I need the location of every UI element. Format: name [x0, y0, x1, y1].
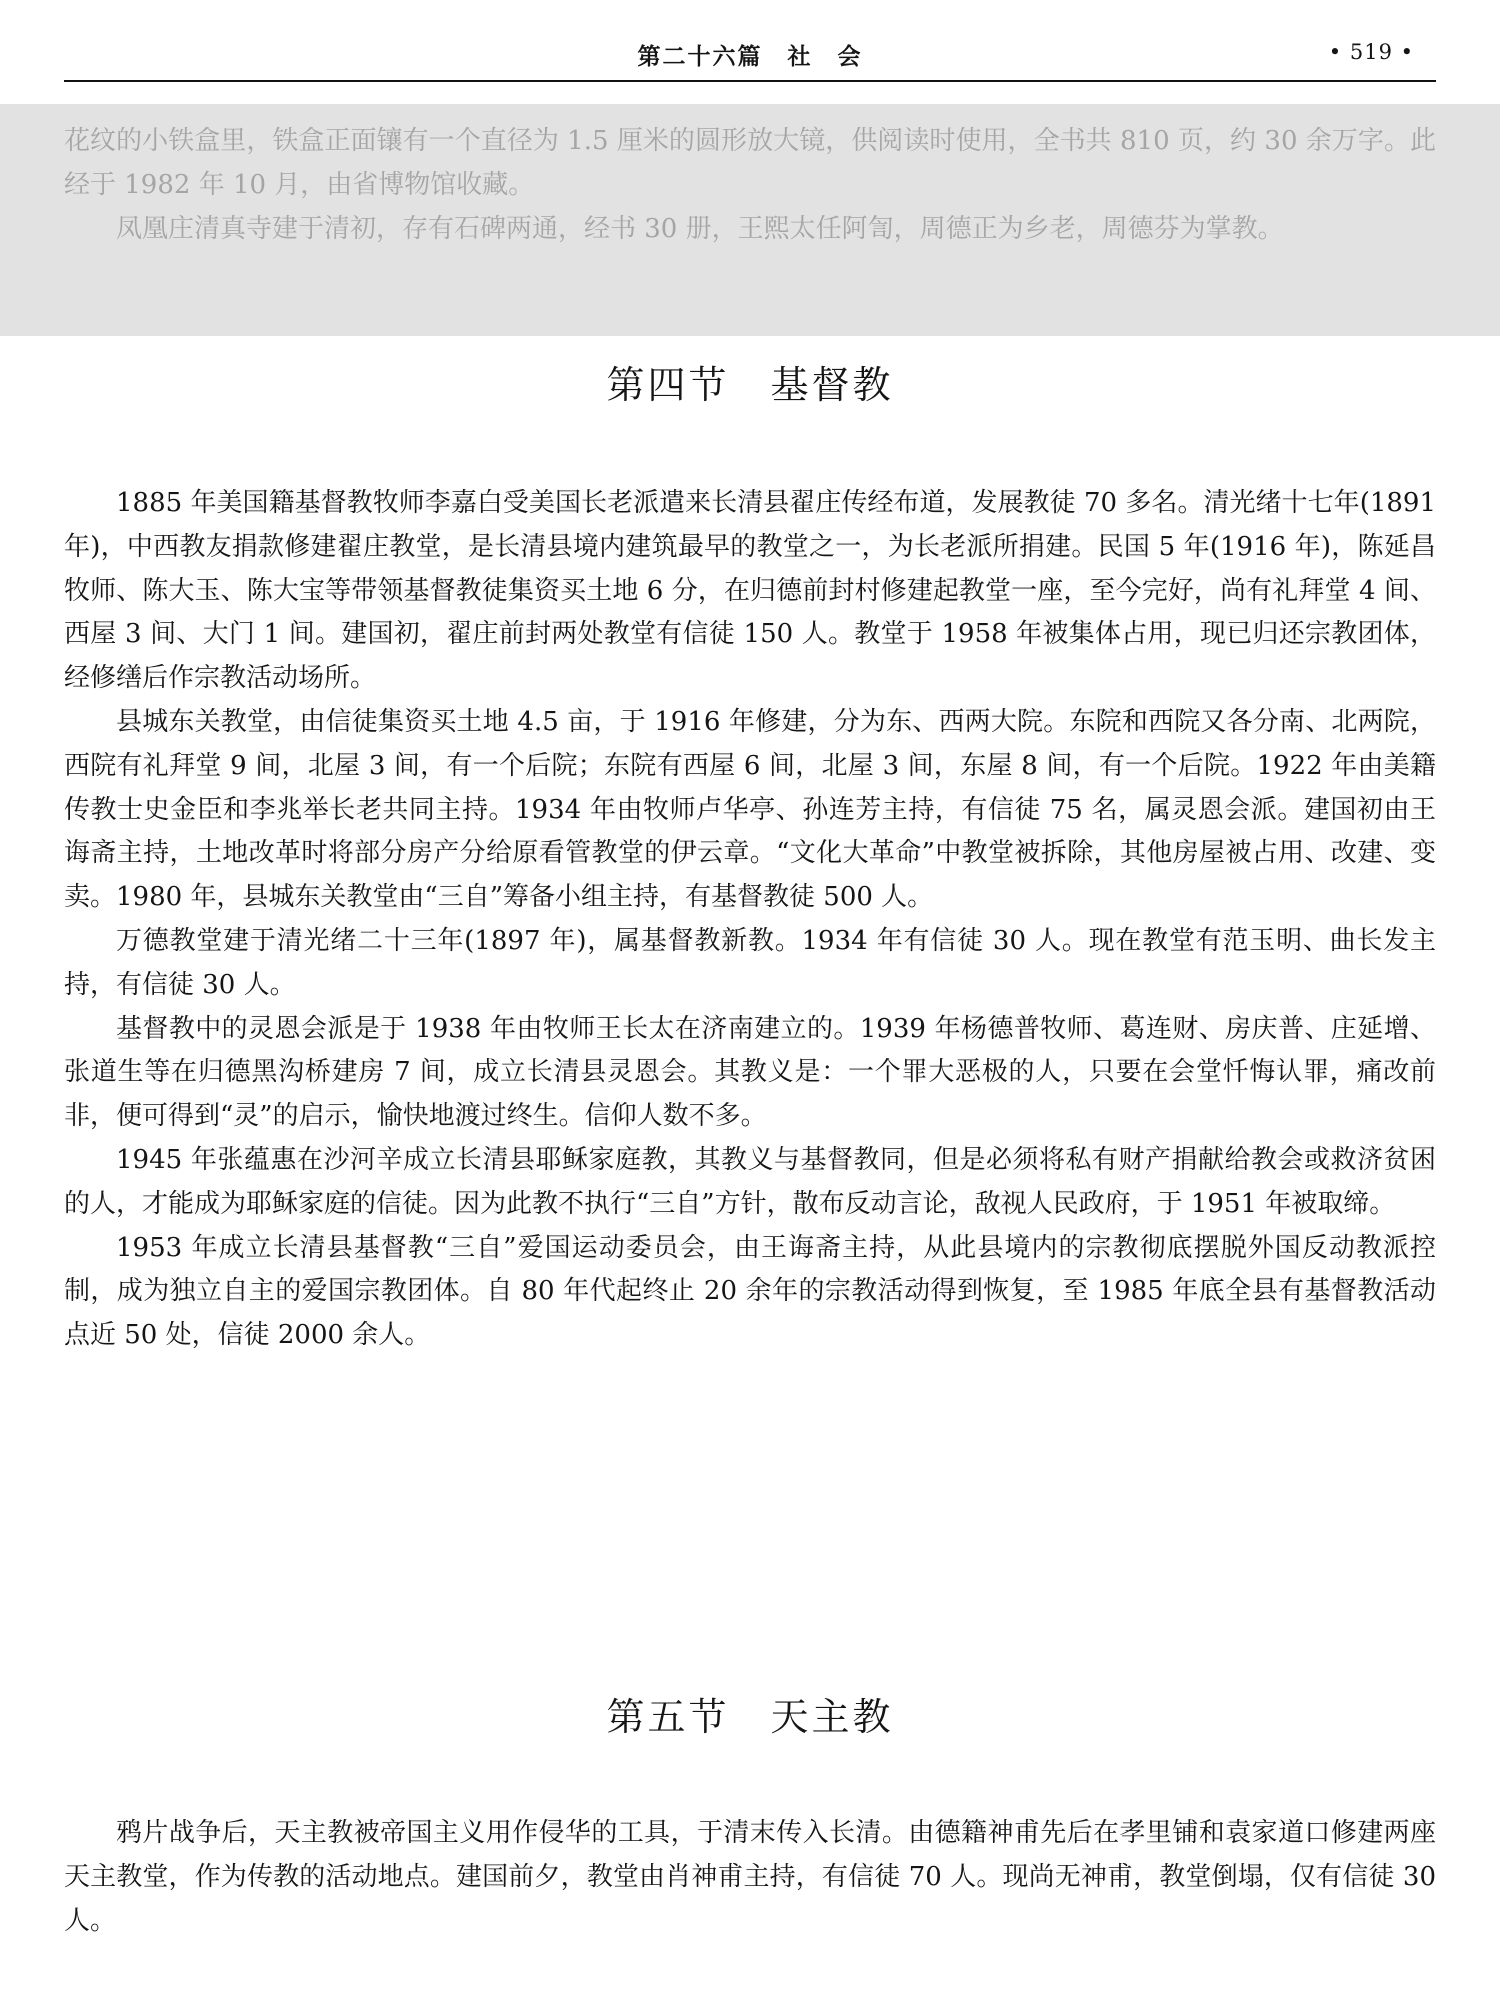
body-paragraph: 1885 年美国籍基督教牧师李嘉白受美国长老派遣来长清县翟庄传经布道，发展教徒 70 多名。清光绪十七年(1891 年)，中西教友捐款修建翟庄教堂，是长清县境内建筑最早的教堂之一，为长老派所捐建。民国 5 年(1916 年)，陈延昌牧师、陈大玉、陈大宝等带领基督教徒集资买土地 6 分，在归德前封村修建起教堂一座，至今完好，尚有礼拜堂 4 间、西屋 3 间、大门 1 间。建国初，翟庄前封两处教堂有信徒 150 人。教堂于 1958 年被集体占用，现已归还宗教团体，经修缮后作宗教活动场所。	[64, 488, 1436, 694]
section-title-catholicism: 第五节 天主教	[606, 1695, 894, 1739]
running-header-title: 第二十六篇 社 会	[637, 44, 863, 70]
body-paragraph: 1945 年张蕴惠在沙河辛成立长清县耶稣家庭教，其教义与基督教同，但是必须将私有财产捐献给教会或救济贫困的人，才能成为耶稣家庭的信徒。因为此教不执行“三自”方针，散布反动言论，敌视人民政府，于 1951 年被取缔。	[64, 1144, 1436, 1219]
body-paragraph: 1953 年成立长清县基督教“三自”爱国运动委员会，由王诲斋主持，从此县境内的宗教彻底摆脱外国反动教派控制，成为独立自主的爱国宗教团体。自 80 年代起终止 20 余年的宗教活动得到恢复，至 1985 年底全县有基督教活动点近 50 处，信徒 2000 余人。	[64, 1232, 1436, 1351]
body-paragraph: 县城东关教堂，由信徒集资买土地 4.5 亩，于 1916 年修建，分为东、西两大院。东院和西院又各分南、北两院，西院有礼拜堂 9 间，北屋 3 间，有一个后院；东院有西屋 6 间，北屋 3 间，东屋 8 间，有一个后院。1922 年由美籍传教士史金臣和李兆举长老共同主持。1934 年由牧师卢华亭、孙连芳主持，有信徒 75 名，属灵恩会派。建国初由王诲斋主持，土地改革时将部分房产分给原看管教堂的伊云章。“文化大革命”中教堂被拆除，其他房屋被占用、改建、变卖。1980 年，县城东关教堂由“三自”筹备小组主持，有基督教徒 500 人。	[64, 706, 1436, 913]
page-number: • 519 •	[1328, 40, 1414, 64]
section-title-protestantism: 第四节 基督教	[606, 363, 894, 407]
body-paragraph: 鸦片战争后，天主教被帝国主义用作侵华的工具，于清末传入长清。由德籍神甫先后在孝里铺和袁家道口修建两座天主教堂，作为传教的活动地点。建国前夕，教堂由肖神甫主持，有信徒 70 人。现尚无神甫，教堂倒塌，仅有信徒 30 人。	[64, 1818, 1436, 1936]
carryover-paragraph: 花纹的小铁盒里，铁盒正面镶有一个直径为 1.5 厘米的圆形放大镜，供阅读时使用，全书共 810 页，约 30 余万字。此经于 1982 年 10 月，由省博物馆收藏。	[64, 126, 1436, 200]
body-paragraph: 基督教中的灵恩会派是于 1938 年由牧师王长太在济南建立的。1939 年杨德普牧师、葛连财、房庆普、庄延增、张道生等在归德黑沟桥建房 7 间，成立长清县灵恩会。其教义是：一个罪大恶极的人，只要在会堂忏悔认罪，痛改前非，便可得到“灵”的启示，愉快地渡过终生。信仰人数不多。	[64, 1013, 1436, 1132]
section-body-catholicism	[64, 1812, 1436, 1943]
carryover-paragraph: 凤凰庄清真寺建于清初，存有石碑两通，经书 30 册，王熙太任阿訇，周德正为乡老，周德芬为掌教。	[116, 213, 1284, 244]
section-body-protestantism	[64, 482, 1436, 1358]
carryover-text-highlighted	[0, 104, 1500, 336]
body-paragraph: 万德教堂建于清光绪二十三年(1897 年)，属基督教新教。1934 年有信徒 30 人。现在教堂有范玉明、曲长发主持，有信徒 30 人。	[64, 925, 1436, 1000]
header-rule	[64, 80, 1436, 82]
running-header	[64, 0, 1436, 86]
